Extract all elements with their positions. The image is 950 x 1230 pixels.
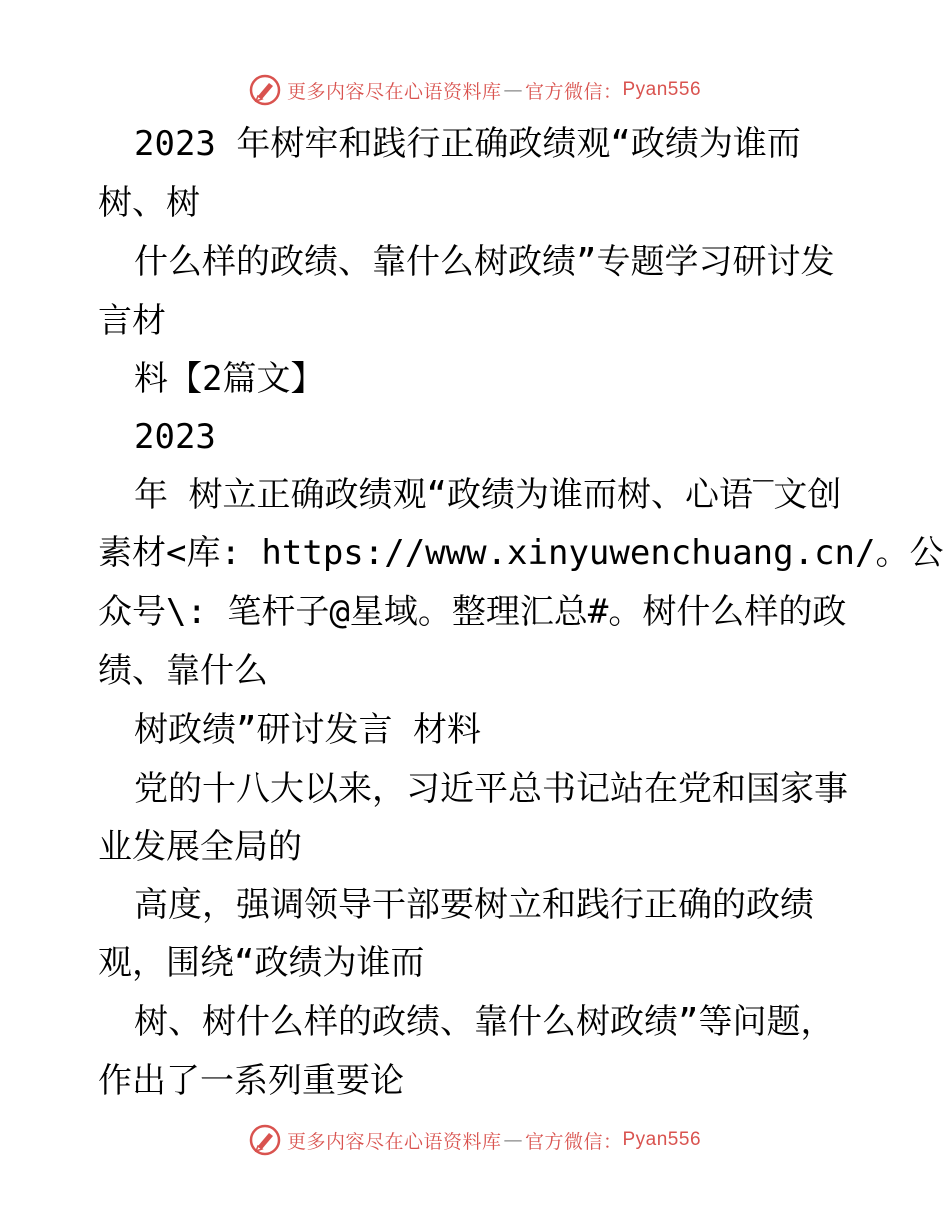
watermark-id: Pyan556 [622,1129,702,1150]
watermark-text: 更多内容尽在心语资料库 [286,1130,502,1153]
text-line: 料【2篇文】 [134,359,325,399]
watermark-account: 官方微信： [524,80,623,103]
text-line: 众号\: 笔杆子@星域。整理汇总#。树什么样的政 [98,592,847,632]
text-line: 业发展全局的 [98,827,302,867]
watermark-account: 官方微信： [524,1130,623,1153]
text-line: 言材 [98,301,166,341]
text-line: 树、树 [98,183,200,223]
text-line: 2023 [134,417,216,457]
text-line: 高度，强调领导干部要树立和践行正确的政绩 [134,885,814,925]
text-line: 观，围绕“政绩为谁而 [98,943,425,983]
watermark-id: Pyan556 [622,79,702,100]
header-watermark [0,70,950,110]
text-line: 作出了一系列重要论 [98,1061,404,1101]
text-line: 素材<库: https://www.xinyuwenchuang.cn/。公 [98,533,944,573]
watermark-separator: — [503,1129,523,1151]
text-line: 2023 年树牢和践行正确政绩观“政绩为谁而 [134,124,801,164]
text-line: 什么样的政绩、靠什么树政绩”专题学习研讨发 [134,242,835,282]
watermark-text: 更多内容尽在心语资料库 [286,80,502,103]
text-line: 树政绩”研讨发言 材料 [134,710,481,750]
text-line: 绩、靠什么 [98,651,268,691]
pen-logo-icon [249,1124,281,1156]
watermark-separator: — [503,79,523,101]
text-line: 党的十八大以来，习近平总书记站在党和国家事 [134,769,848,809]
text-line: 年 树立正确政绩观“政绩为谁而树、心语‾文创 [134,475,842,515]
pen-logo-icon [249,74,281,106]
footer-watermark [0,1120,950,1160]
text-line: 树、树什么样的政绩、靠什么树政绩”等问题， [134,1002,835,1042]
